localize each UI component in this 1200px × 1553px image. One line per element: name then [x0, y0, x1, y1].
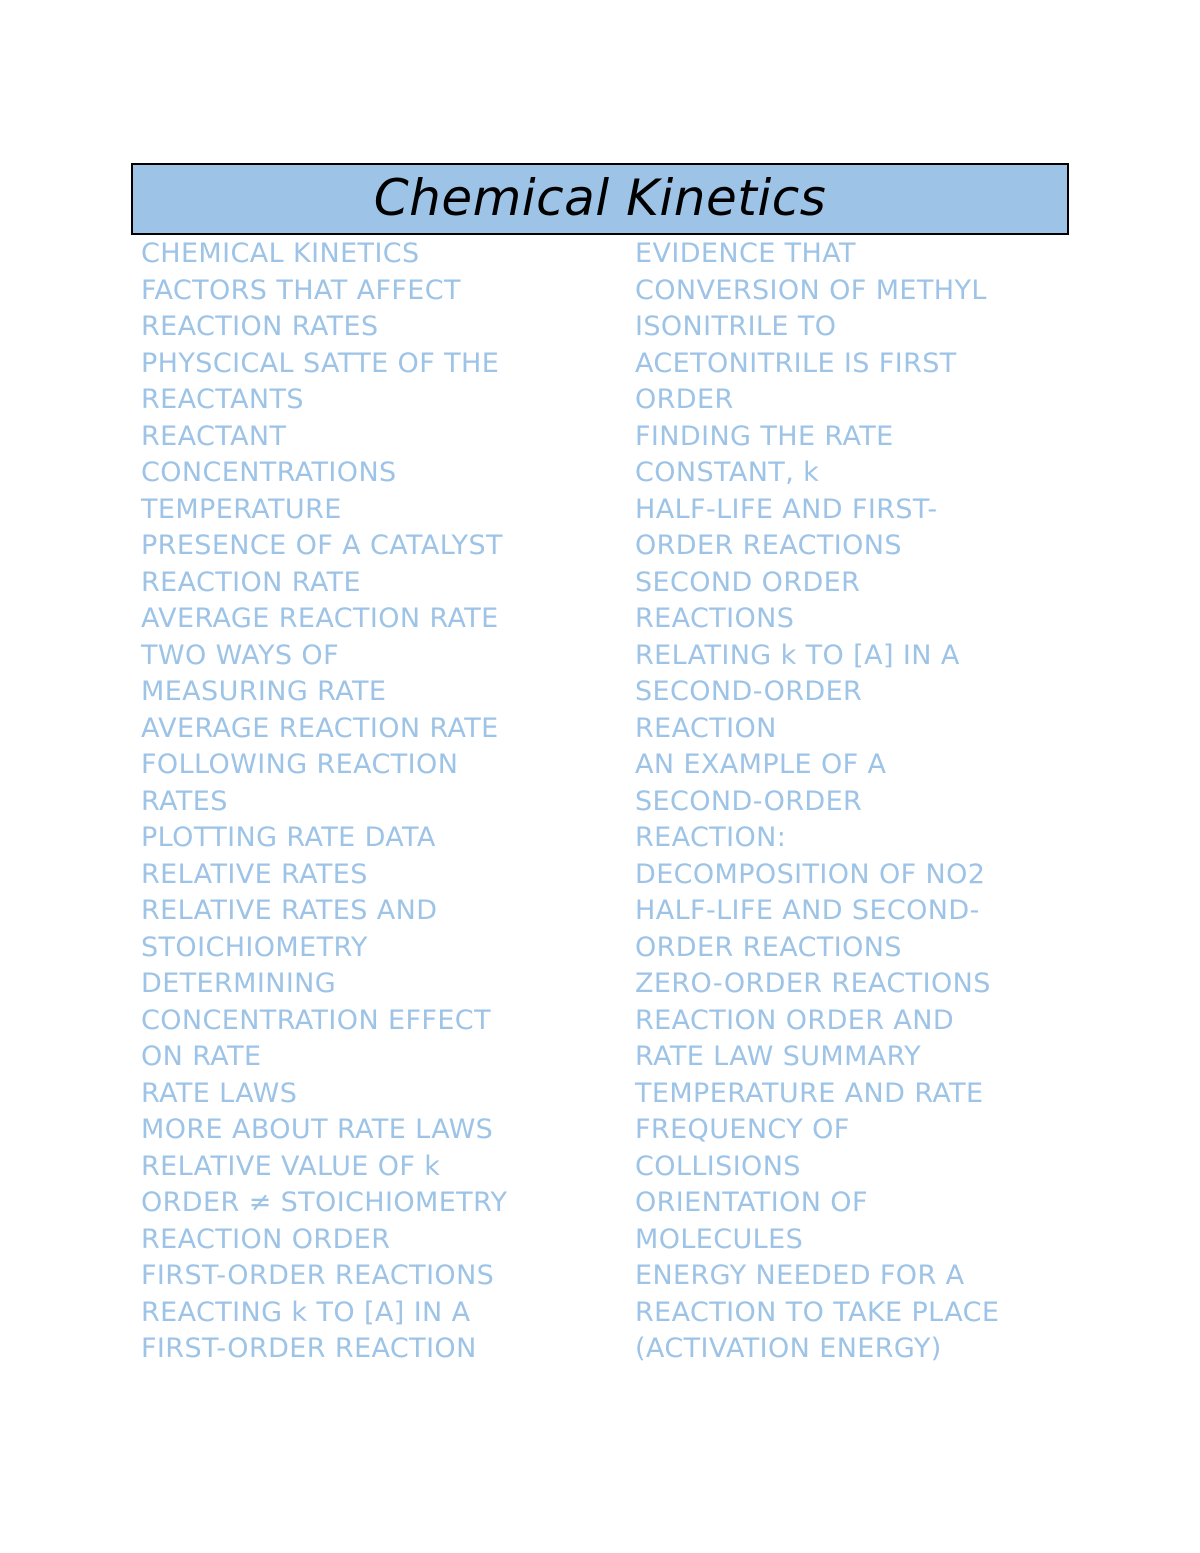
page-title: Chemical Kinetics [373, 169, 827, 227]
topic-line: FACTORS THAT AFFECT [141, 274, 461, 306]
topic-line: REACTION RATE [141, 566, 361, 598]
topic-line: REACTION TO TAKE PLACE [635, 1296, 1000, 1328]
topic-line: TEMPERATURE [141, 493, 342, 525]
topic-line: REACTANT [141, 420, 287, 452]
topic-line: REACTANTS [141, 384, 304, 415]
topic-line: TWO WAYS OF [141, 639, 340, 671]
topic-line: MORE ABOUT RATE LAWS [141, 1114, 494, 1145]
topic-line: AVERAGE REACTION RATE [141, 712, 499, 744]
topic-line: REACTION: [635, 822, 787, 853]
topic-line: MEASURING RATE [141, 676, 387, 707]
topic-line: PHYSCICAL SATTE OF THE [141, 347, 500, 379]
topic-line: CONCENTRATION EFFECT [141, 1004, 491, 1036]
topic-line: AVERAGE REACTION RATE [141, 603, 499, 634]
topic-line: RATE LAWS [141, 1077, 298, 1109]
topic-line: CONSTANT, k [635, 457, 820, 488]
topic-line: CHEMICAL KINETICS [141, 238, 420, 269]
topic-line: ORDER ≠ STOICHIOMETRY [141, 1187, 508, 1218]
topic-line: RELATING k TO [A] IN A [635, 639, 960, 671]
topic-line: REACTING k TO [A] IN A [141, 1296, 471, 1328]
topic-line: PLOTTING RATE DATA [141, 822, 436, 853]
topic-line: REACTION ORDER [141, 1223, 391, 1255]
topic-line: ORIENTATION OF [635, 1187, 868, 1218]
topic-line: SECOND ORDER [635, 566, 861, 598]
topic-line: REACTION [635, 712, 777, 744]
topic-line: RELATIVE RATES AND [141, 895, 438, 926]
topic-line: SECOND-ORDER [635, 785, 863, 817]
topic-line: AN EXAMPLE OF A [635, 749, 887, 780]
topic-line: CONCENTRATIONS [141, 457, 397, 488]
topic-line: (ACTIVATION ENERGY) [635, 1333, 942, 1364]
topic-line: ON RATE [141, 1041, 262, 1072]
topic-line: REACTION ORDER AND [635, 1004, 955, 1036]
topic-line: DETERMINING [141, 968, 337, 999]
topic-line: RELATIVE RATES [141, 858, 368, 890]
topic-line: ACETONITRILE IS FIRST [635, 347, 957, 379]
topic-line: RATE LAW SUMMARY [635, 1041, 921, 1072]
topic-line: HALF-LIFE AND FIRST- [635, 493, 938, 525]
right-topic-column [635, 236, 1065, 1368]
topic-line: HALF-LIFE AND SECOND- [635, 895, 980, 926]
topic-line: FOLLOWING REACTION [141, 749, 459, 780]
left-topic-column [141, 236, 611, 1368]
topic-line: FIRST-ORDER REACTION [141, 1333, 477, 1364]
topic-line: RELATIVE VALUE OF k [141, 1150, 441, 1182]
topic-line: REACTIONS [635, 603, 795, 634]
topic-line: ORDER REACTIONS [635, 931, 902, 963]
topic-line: FINDING THE RATE [635, 420, 894, 452]
topic-line: PRESENCE OF A CATALYST [141, 530, 503, 561]
topic-line: ORDER [635, 384, 734, 415]
topic-line: ISONITRILE TO [635, 311, 837, 342]
title-banner [131, 163, 1069, 235]
topic-line: ZERO-ORDER REACTIONS [635, 968, 991, 999]
topic-line: DECOMPOSITION OF NO2 [635, 858, 986, 890]
topic-line: STOICHIOMETRY [141, 931, 368, 963]
topic-line: SECOND-ORDER [635, 676, 863, 707]
topic-line: MOLECULES [635, 1223, 804, 1255]
topic-line: EVIDENCE THAT [635, 238, 856, 269]
topic-line: ENERGY NEEDED FOR A [635, 1260, 965, 1291]
topic-line: TEMPERATURE AND RATE [635, 1077, 984, 1109]
topic-line: FREQUENCY OF [635, 1114, 850, 1145]
topic-line: FIRST-ORDER REACTIONS [141, 1260, 495, 1291]
topic-line: COLLISIONS [635, 1150, 801, 1182]
topic-line: ORDER REACTIONS [635, 530, 902, 561]
topic-line: REACTION RATES [141, 311, 379, 342]
topic-line: RATES [141, 785, 228, 817]
topic-line: CONVERSION OF METHYL [635, 274, 987, 306]
